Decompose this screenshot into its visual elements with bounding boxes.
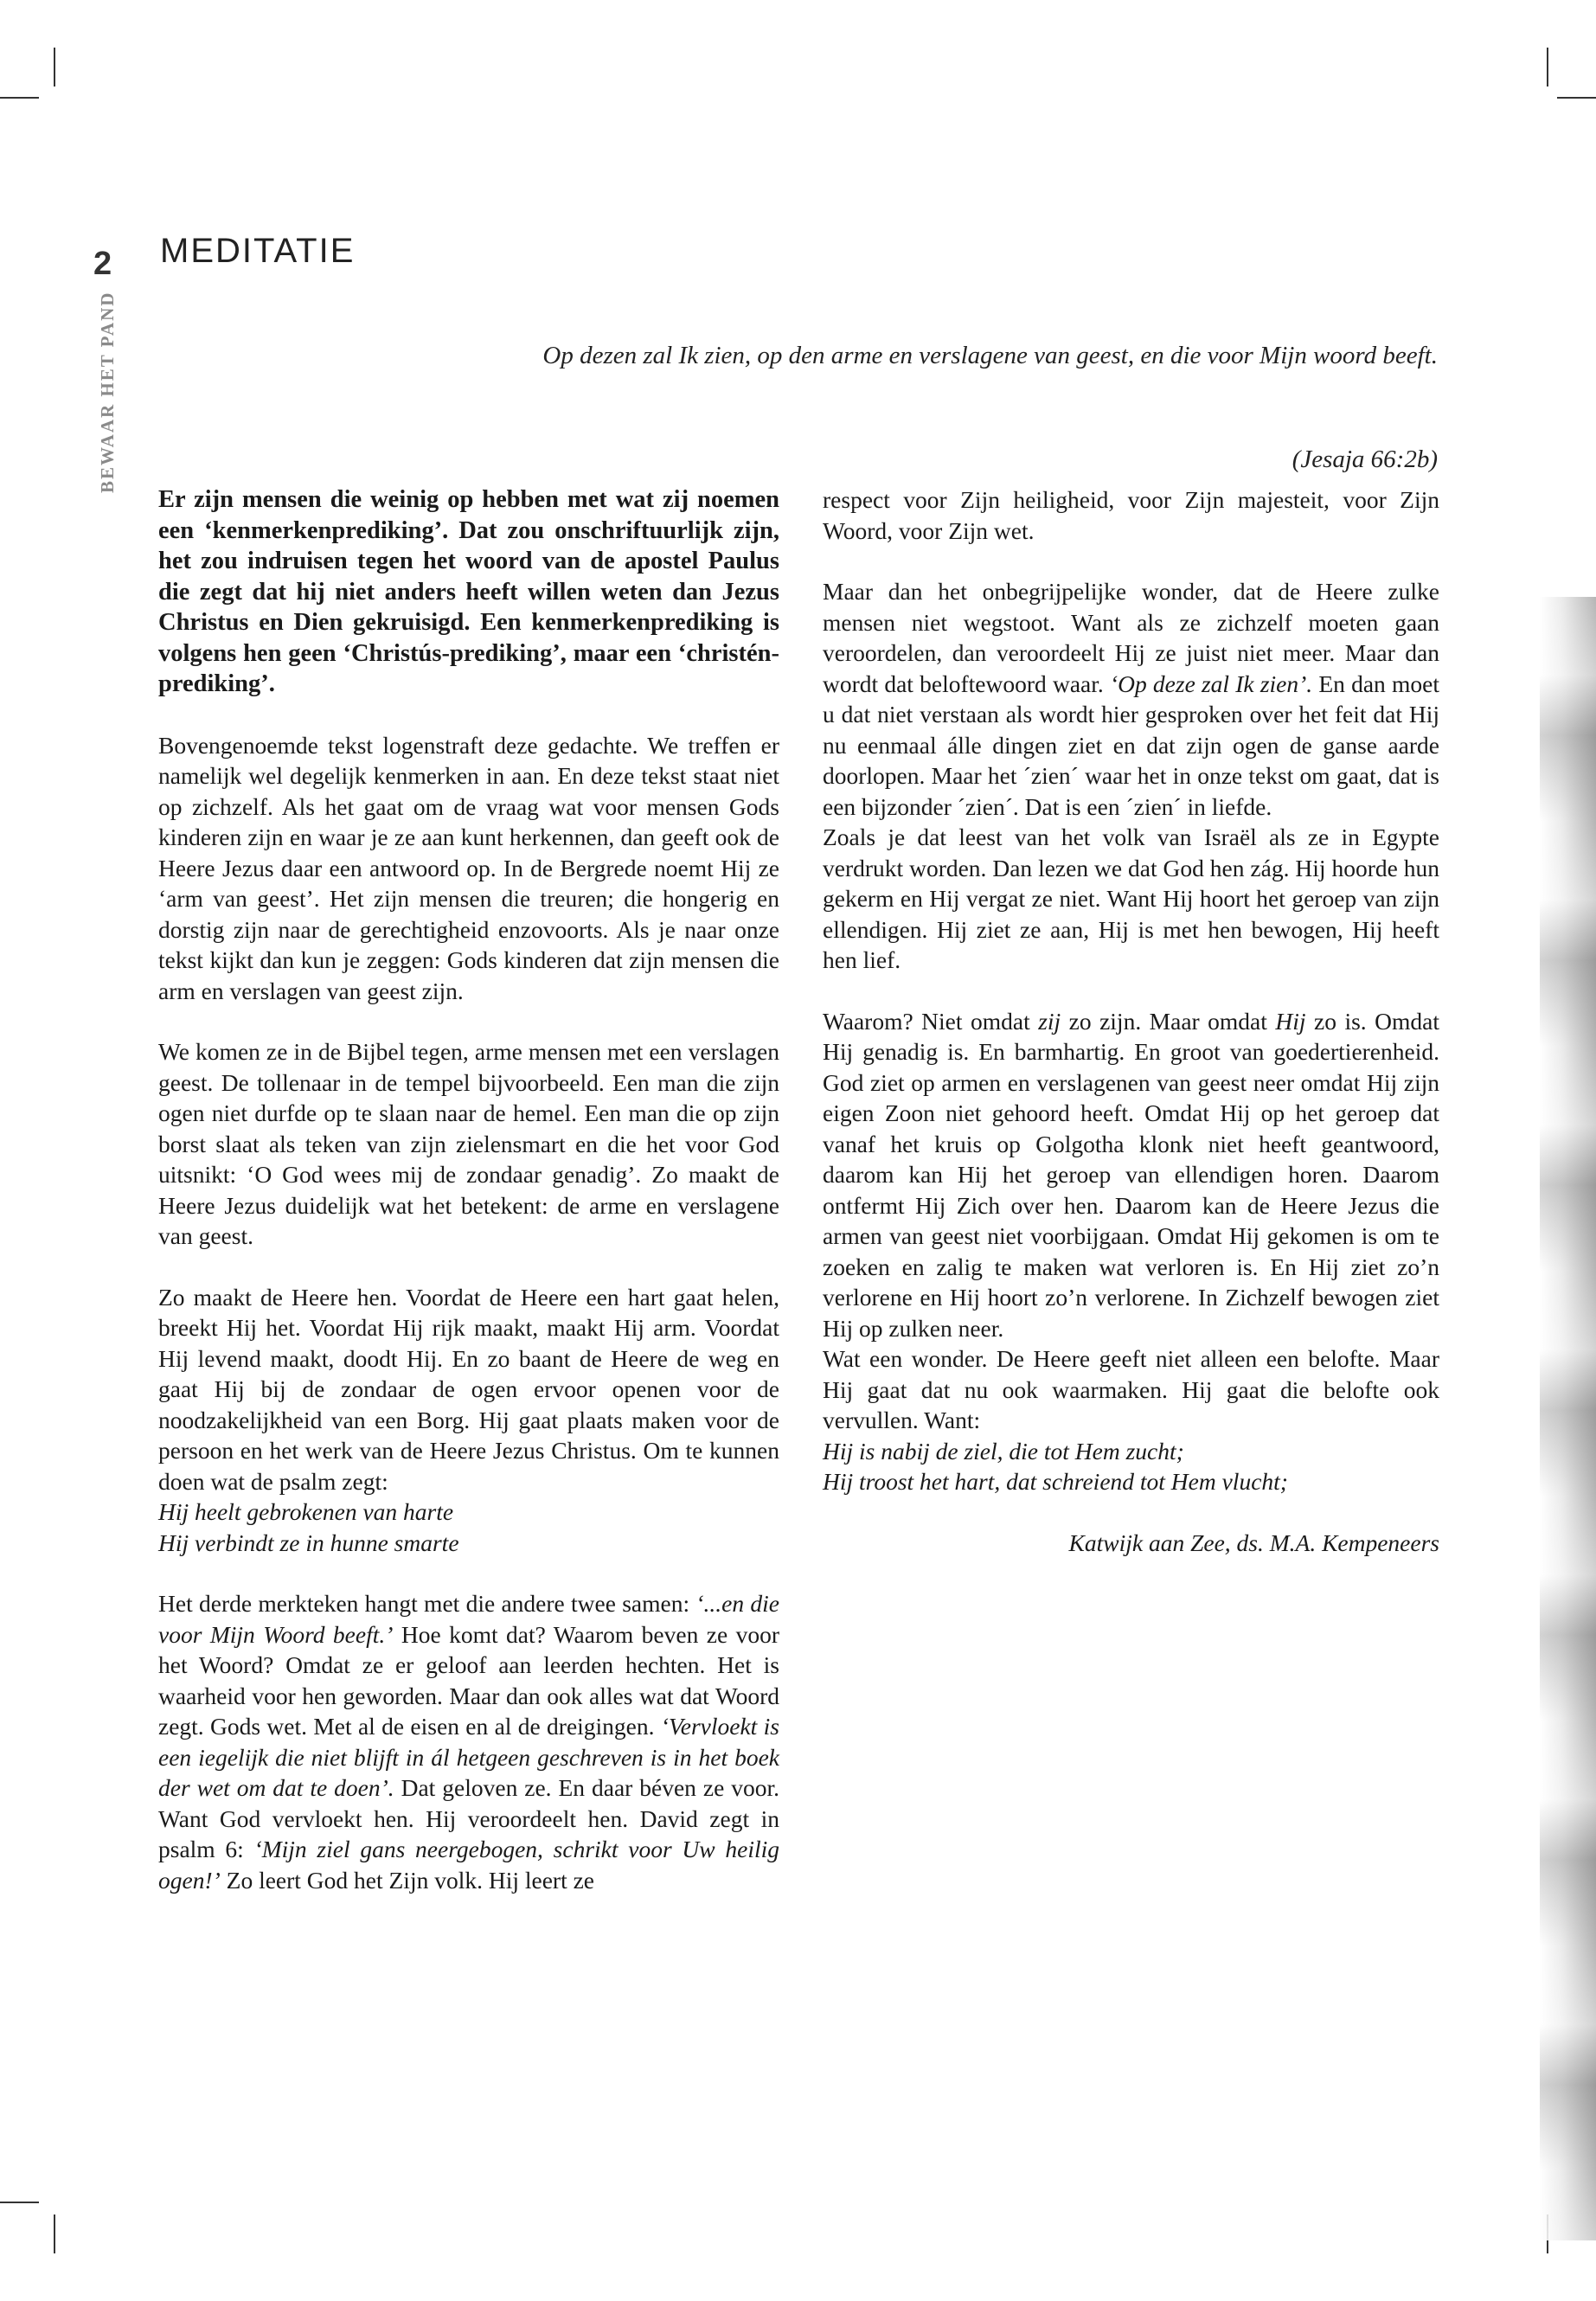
right-paragraph-4 (823, 1006, 1439, 1344)
paragraph-4-part-a: Het derde merkteken hangt met die andere twee samen: (158, 1590, 696, 1617)
closing-quote-line-1: Hij is nabij de ziel, die tot Hem zucht; (823, 1437, 1184, 1465)
right-paragraph-4-part-e: zo is. Omdat Hij genadig is. En barmhartig. En groot van goedertierenheid. God ziet op armen en verslagenen van geest neer omdat Hij zijn eigen Zoon niet gehoord heeft. Omdat Hij op het geroep dat vanaf het kruis op Golgotha klonk niet heeft geantwoord, daarom kan Hij het geroep van ellendigen horen. Daarom ontfermt Hij Zich over hen. Daarom kan de Heere Jezus die armen van geest niet voorbijgaan. Omdat Hij gekomen is om te zoeken en zalig te maken wat verloren is. En Hij ziet zo’n verlorene en Hij hoort zo’n verlorene. In Zichzelf bewogen ziet Hij op zulken neer. (823, 1007, 1439, 1342)
crop-mark-top-left-vertical (54, 48, 55, 87)
right-paragraph-2 (823, 576, 1439, 822)
psalm-quote-line-2: Hij verbindt ze in hunne smarte (158, 1529, 459, 1556)
right-paragraph-2-quote: ‘Op deze zal Ik zien’. (1109, 670, 1313, 697)
crop-mark-bottom-left-vertical (54, 2214, 55, 2253)
section-title: MEDITATIE (160, 232, 356, 270)
paragraph-4-part-g: Zo leert God het Zijn volk. Hij leert ze (220, 1866, 595, 1894)
paragraph-4-part-c: Hoe komt dat? Waarom beven ze voor het Woord? Omdat ze er geloof aan leerden hechten. Het is waarheid voor hen geworden. Maar dan ook alles wat dat Woord zegt. Gods wet. Met al de eisen en al de dreigingen. (158, 1620, 779, 1740)
right-paragraph-2-part-a: Maar dan het onbegrijpelijke wonder, dat de Heere zulke mensen niet wegstoot. Want als ze zichzelf moeten gaan veroordelen, dan veroordeelt Hij ze juist niet meer. Maar dan wordt dat beloftewoord waar. (823, 578, 1439, 697)
magazine-name-vertical: BEWAAR HET PAND (97, 291, 118, 493)
epigraph-reference: (Jesaja 66:2b) (1292, 445, 1438, 473)
epigraph-text: Op dezen zal Ik zien, op den arme en verslagene van geest, en die voor Mijn woord beeft. (542, 342, 1438, 369)
left-column (158, 484, 779, 1926)
paragraph-3: Zo maakt de Heere hen. Voordat de Heere een hart gaat helen, breekt Hij het. Voordat Hij rijk maakt, maakt Hij arm. Voordat Hij levend maakt, doodt Hij. En zo baant de Heere de weg en gaat Hij bij de zondaar de ogen ervoor openen voor de noodzakelijkheid van een Borg. Hij gaat plaats maken voor de persoon en het werk van de Heere Jezus Christus. Om te kunnen doen wat de psalm zegt: (158, 1283, 779, 1495)
author-signature: Katwijk aan Zee, ds. M.A. Kempeneers (1068, 1529, 1439, 1556)
paragraph-4-part-e: Dat geloven ze. En daar béven ze voor. Want God vervloekt hen. Hij veroordeelt hen. David zegt in psalm 6: (158, 1774, 779, 1862)
paragraph-4-quote-a: ‘...en die voor Mijn Woord beeft.’ (158, 1590, 779, 1648)
paragraph-1: Bovengenoemde tekst logenstraft deze gedachte. We treffen er namelijk wel degelijk kenmerken in aan. En deze tekst staat niet op zichzelf. Als het gaat om de vraag wat voor mensen Gods kinderen zijn en waar je ze aan kunt herkennen, dan geeft ook de Heere Jezus daar een antwoord op. In de Bergrede noemt Hij ze ‘arm van geest’. Het zijn mensen die treuren; die hongerig en dorstig zijn naar de gerechtigheid enzovoorts. Als je naar onze tekst kijkt dan kun je zeggen: Gods kinderen dat zijn mensen die arm en verslagen van geest zijn. (158, 731, 779, 1004)
right-paragraph-5: Wat een wonder. De Heere geeft niet alleen een belofte. Maar Hij gaat dat nu ook waarmaken. Hij gaat die belofte ook vervullen. Want: (823, 1345, 1439, 1433)
paragraph-4-quote-c: ‘Mijn ziel gans neergebogen, schrikt voor Uw heilig ogen!’ (158, 1836, 779, 1894)
background-photo-strip (1540, 597, 1596, 2240)
crop-mark-top-right-horizontal (1557, 97, 1596, 99)
crop-mark-bottom-left-horizontal (0, 2202, 39, 2203)
right-paragraph-4-emph-hij: Hij (1275, 1007, 1306, 1035)
right-paragraph-4-part-a: Waarom? Niet omdat (823, 1007, 1039, 1035)
lead-paragraph: Er zijn mensen die weinig op hebben met wat zij noemen een ‘kenmerkenprediking’. Dat zou onschriftuurlijk zijn, het zou indruisen tegen het woord van de apostel Paulus die zegt dat hij niet anders heeft willen weten dan Jezus Christus en Dien gekruisigd. Een kenmerkenprediking is volgens hen geen ‘Christús-prediking’, maar een ‘christén-prediking’. (158, 486, 779, 697)
right-paragraph-2-part-c: En dan moet u dat niet verstaan als wordt hier gesproken over het feit dat Hij nu eenmaal álle dingen ziet en dat zijn ogen de ganse aarde doorlopen. Maar het ´zien´ waar het in onze tekst om gaat, dat is een bijzonder ´zien´. Dat is een ´zien´ in liefde. (823, 670, 1439, 820)
right-column (823, 484, 1439, 1588)
right-paragraph-4-part-c: zo zijn. Maar omdat (1061, 1007, 1276, 1035)
right-paragraph-1: respect voor Zijn heiligheid, voor Zijn majesteit, voor Zijn Woord, voor Zijn wet. (823, 486, 1439, 544)
page-number: 2 (93, 246, 112, 282)
paragraph-2: We komen ze in de Bijbel tegen, arme mensen met een verslagen geest. De tollenaar in de tempel bijvoorbeeld. Een man die zijn ogen niet durfde op te slaan naar de hemel. Een man die op zijn borst slaat als teken van zijn zielensmart en die het voor God uitsnikt: ‘O God wees mij de zondaar genadig’. Zo maakt de Heere Jezus duidelijk wat het betekent: de arme en verslagene van geest. (158, 1038, 779, 1249)
crop-mark-top-right-vertical (1547, 48, 1548, 87)
crop-mark-top-left-horizontal (0, 97, 39, 99)
closing-quote-line-2: Hij troost het hart, dat schreiend tot Hem vlucht; (823, 1468, 1288, 1495)
paragraph-4 (158, 1588, 779, 1895)
psalm-quote-line-1: Hij heelt gebrokenen van harte (158, 1498, 454, 1525)
right-paragraph-3: Zoals je dat leest van het volk van Israël als ze in Egypte verdrukt worden. Dan lezen we dat God hen zág. Hij hoorde hun gekerm en Hij vergat ze niet. Want Hij hoort het geroep van zijn ellendigen. Hij ziet ze aan, Hij is met hen bewogen, Hij heeft hen lief. (823, 824, 1439, 973)
right-paragraph-4-emph-zij: zij (1038, 1007, 1061, 1035)
paragraph-4-quote-b: ‘Vervloekt is een iegelijk die niet blijft in ál hetgeen geschreven is in het boek der wet om dat te doen’. (158, 1713, 780, 1801)
